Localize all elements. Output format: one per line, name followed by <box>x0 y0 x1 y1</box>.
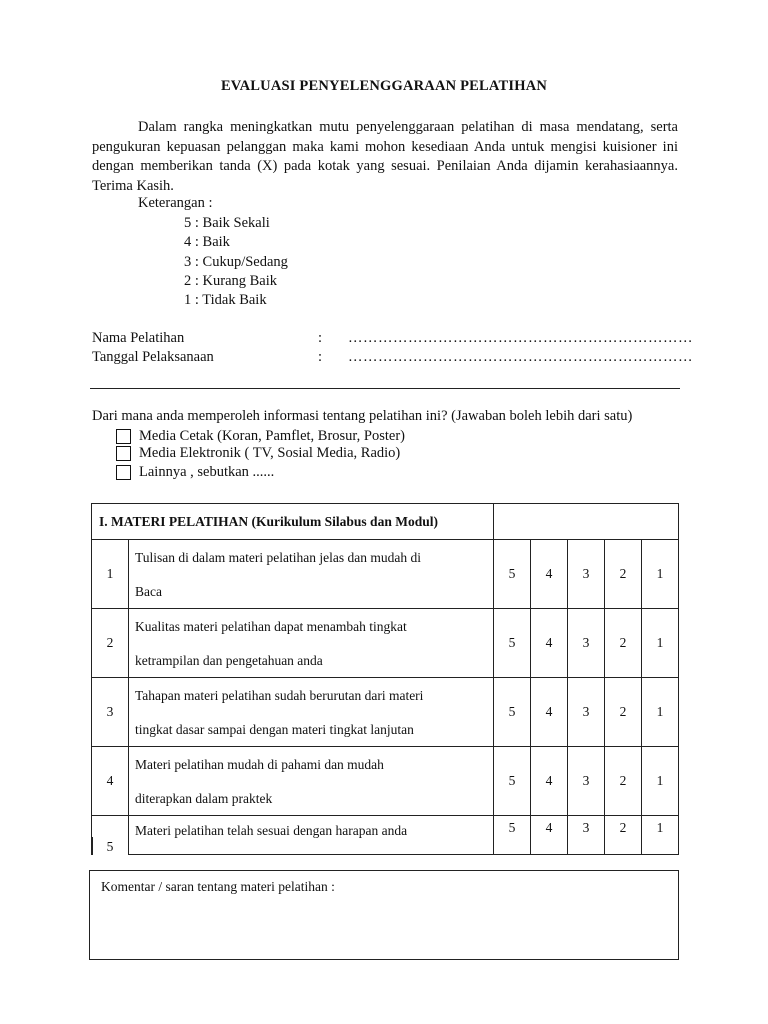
statement-line: Kualitas materi pelatihan dapat menambah tingkat <box>135 619 407 634</box>
intro-paragraph: Dalam rangka meningkatkan mutu penyelenggaraan pelatihan di masa mendatang, serta pengukuran kepuasan pelanggan maka kami mohon kesediaan Anda untuk mengisi kuisioner ini dengan memberikan tanda (X) pada kotak yang sesuai. Penilaian Anda dijamin kerahasiaannya. Terima Kasih. <box>92 119 678 194</box>
table-row <box>92 540 679 609</box>
row-number: 1 <box>92 540 129 609</box>
nama-pelatihan-field[interactable] <box>92 330 693 350</box>
score-4-option[interactable]: 4 <box>531 816 568 855</box>
statement-line: tingkat dasar sampai dengan materi tingkat lanjutan <box>135 722 414 737</box>
row-number: 5 <box>92 816 129 855</box>
row-statement <box>129 609 494 678</box>
score-1-option[interactable]: 1 <box>642 609 679 678</box>
row-number: 3 <box>92 678 129 747</box>
field-colon: : <box>318 349 323 365</box>
table-row <box>92 609 679 678</box>
row-statement <box>129 540 494 609</box>
source-question: Dari mana anda memperoleh informasi tentang pelatihan ini? (Jawaban boleh lebih dari satu) <box>92 408 633 424</box>
option-label: Media Cetak (Koran, Pamflet, Brosur, Poster) <box>139 428 405 444</box>
table-header-row <box>92 504 679 540</box>
score-5-option[interactable]: 5 <box>494 540 531 609</box>
score-5-option[interactable]: 5 <box>494 678 531 747</box>
score-3-option[interactable]: 3 <box>568 747 605 816</box>
checkbox[interactable] <box>116 429 131 444</box>
row-number: 4 <box>92 747 129 816</box>
score-2-option[interactable]: 2 <box>605 609 642 678</box>
score-3-option[interactable]: 3 <box>568 816 605 855</box>
statement-line: Tahapan materi pelatihan sudah berurutan dari materi <box>135 688 424 703</box>
score-2-option[interactable]: 2 <box>605 540 642 609</box>
score-1-option[interactable]: 1 <box>642 678 679 747</box>
score-3-option[interactable]: 3 <box>568 678 605 747</box>
score-4-option[interactable]: 4 <box>531 747 568 816</box>
section-header: I. MATERI PELATIHAN (Kurikulum Silabus dan Modul) <box>92 504 494 540</box>
table-row <box>92 747 679 816</box>
row-statement <box>129 678 494 747</box>
legend-item: 3 : Cukup/Sedang <box>184 253 288 270</box>
score-4-option[interactable]: 4 <box>531 609 568 678</box>
row-number: 2 <box>92 609 129 678</box>
score-5-option[interactable]: 5 <box>494 816 531 855</box>
score-1-option[interactable]: 1 <box>642 747 679 816</box>
score-5-option[interactable]: 5 <box>494 747 531 816</box>
legend-item: 2 : Kurang Baik <box>184 272 278 289</box>
option-label: Lainnya , sebutkan ...... <box>139 464 275 480</box>
score-4-option[interactable]: 4 <box>531 540 568 609</box>
tanggal-pelaksanaan-field[interactable] <box>92 349 693 369</box>
legend-item: 1 : Tidak Baik <box>184 292 267 309</box>
legend-item: 4 : Baik <box>184 234 230 251</box>
table-row <box>92 678 679 747</box>
materi-rating-table <box>91 503 679 855</box>
field-blank[interactable]: …………………………………………………………… <box>348 349 693 365</box>
keterangan-label: Keterangan : <box>138 195 213 211</box>
field-label: Tanggal Pelaksanaan <box>92 349 214 365</box>
score-1-option[interactable]: 1 <box>642 816 679 855</box>
margin-mark <box>92 837 93 855</box>
legend-item: 5 : Baik Sekali <box>184 215 270 231</box>
field-blank[interactable]: …………………………………………………………… <box>348 330 693 346</box>
table-row <box>92 816 679 855</box>
score-2-option[interactable]: 2 <box>605 747 642 816</box>
score-2-option[interactable]: 2 <box>605 816 642 855</box>
comment-label: Komentar / saran tentang materi pelatihan : <box>101 879 335 894</box>
statement-line: Baca <box>135 584 162 599</box>
statement-line: Tulisan di dalam materi pelatihan jelas dan mudah di <box>135 550 421 565</box>
section-header-blank <box>494 504 679 540</box>
score-3-option[interactable]: 3 <box>568 609 605 678</box>
comment-box[interactable] <box>89 870 679 960</box>
option-label: Media Elektronik ( TV, Sosial Media, Radio) <box>139 445 401 461</box>
row-statement: Materi pelatihan telah sesuai dengan harapan anda <box>129 816 494 855</box>
statement-line: diterapkan dalam praktek <box>135 791 273 806</box>
rating-legend <box>184 214 288 310</box>
score-2-option[interactable]: 2 <box>605 678 642 747</box>
checkbox[interactable] <box>116 465 131 480</box>
score-3-option[interactable]: 3 <box>568 540 605 609</box>
score-4-option[interactable]: 4 <box>531 678 568 747</box>
score-5-option[interactable]: 5 <box>494 609 531 678</box>
score-1-option[interactable]: 1 <box>642 540 679 609</box>
statement-line: Materi pelatihan mudah di pahami dan mudah <box>135 757 384 772</box>
document-title: EVALUASI PENYELENGGARAAN PELATIHAN <box>220 78 548 94</box>
row-statement <box>129 747 494 816</box>
checkbox[interactable] <box>116 446 131 461</box>
field-label: Nama Pelatihan <box>92 330 185 346</box>
statement-line: ketrampilan dan pengetahuan anda <box>135 653 323 668</box>
field-colon: : <box>318 330 323 346</box>
divider <box>90 388 680 389</box>
